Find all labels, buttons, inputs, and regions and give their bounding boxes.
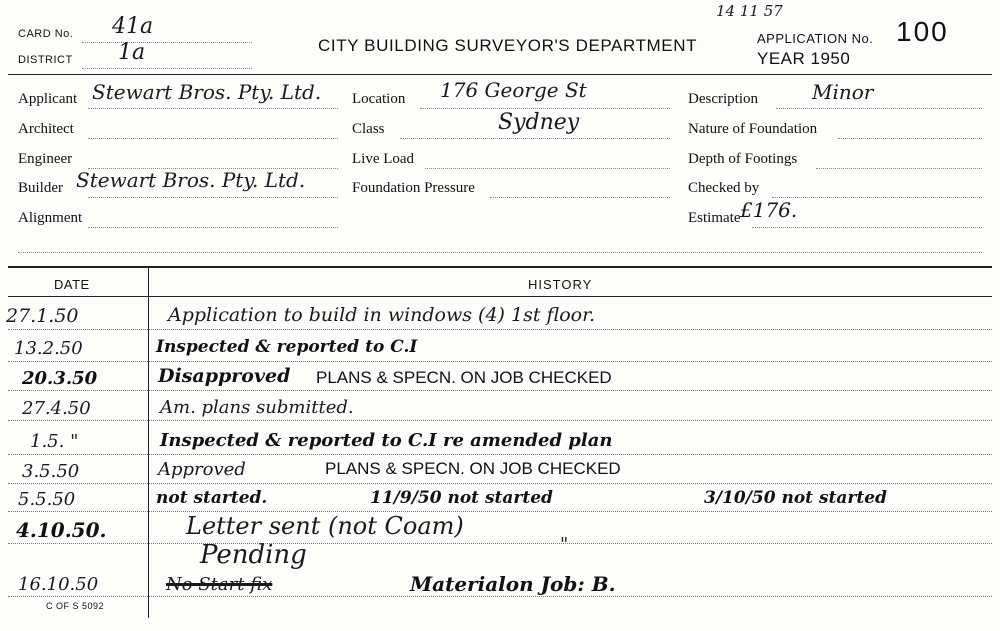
architect-label: Architect [18,121,74,137]
builder-label: Builder [18,180,63,196]
history-row-text: Letter sent (not Coam) [186,512,464,540]
applicant-value: Stewart Bros. Pty. Ltd. [92,80,322,104]
builder-value: Stewart Bros. Pty. Ltd. [76,168,306,192]
history-row-date: 3.5.50 [22,461,80,482]
district-label: DISTRICT [18,54,73,66]
ditto-mark: " [560,534,569,555]
date-column-divider [148,268,149,618]
history-row-date: 20.3.50 [22,368,98,389]
history-top-rule [8,266,992,268]
history-row-date: 13.2.50 [14,338,83,359]
history-row-date: 5.5.50 [18,489,76,510]
stamp-plans-checked: PLANS & SPECN. ON JOB CHECKED [316,368,612,387]
history-row-text: not started. [156,488,268,508]
alignment-label: Alignment [18,210,83,226]
history-header-rule [8,296,992,297]
history-row-text: Approved [158,459,246,480]
foundation-pressure-label: Foundation Pressure [352,180,475,196]
history-row-text: Inspected & reported to C.I [156,337,418,357]
district-line [82,68,252,69]
depth-of-footings-label: Depth of Footings [688,151,798,167]
history-row-text-2: Materialon Job: B. [410,572,616,596]
district-value: 1a [118,40,146,65]
class-label: Class [352,121,385,137]
applicant-label: Applicant [18,91,78,107]
struck-entry: No Start fix [166,574,273,595]
checked-by-label: Checked by [688,180,760,196]
estimate-value: £176. [740,198,798,222]
application-label: APPLICATION No. [757,31,874,46]
history-row-text: Inspected & reported to C.I re amended plan [160,430,613,451]
stamp-plans-checked: PLANS & SPECN. ON JOB CHECKED [325,459,621,478]
history-row-date: 27.4.50 [22,398,91,419]
history-row-text: Am. plans submitted. [160,397,354,418]
history-row-text-2: 11/9/50 not started [370,488,553,508]
history-row-date: 16.10.50 [18,574,99,595]
engineer-label: Engineer [18,151,73,167]
history-row-text: Pending [200,540,307,570]
history-row-text: Disapproved [158,365,291,387]
history-row-date: 27.1.50 [6,305,79,327]
header-divider [8,74,992,75]
form-code: C OF S 5092 [46,601,105,611]
card-no-line [82,42,252,43]
history-row-date: 1.5. " [30,431,79,452]
estimate-label: Estimate [688,210,741,226]
history-row-date: 4.10.50. [16,518,107,542]
card-no-label: CARD No. [18,28,74,40]
card-no-value: 41a [112,14,154,39]
live-load-label: Live Load [352,151,415,167]
corner-note: 14 11 57 [716,2,783,20]
nature-of-foundation-label: Nature of Foundation [688,121,818,137]
date-header: DATE [54,277,90,292]
year-label: YEAR 1950 [757,49,851,68]
application-number: 100 [896,16,949,47]
description-value: Minor [812,80,874,104]
history-row-text-3: 3/10/50 not started [704,488,887,508]
history-header: HISTORY [528,277,593,292]
description-label: Description [688,91,758,107]
location-value: 176 George St [440,78,587,102]
class-value: Sydney [498,110,580,135]
department-title: CITY BUILDING SURVEYOR'S DEPARTMENT [318,36,698,55]
history-row-text: Application to build in windows (4) 1st floor. [168,304,596,326]
location-label: Location [352,91,406,107]
